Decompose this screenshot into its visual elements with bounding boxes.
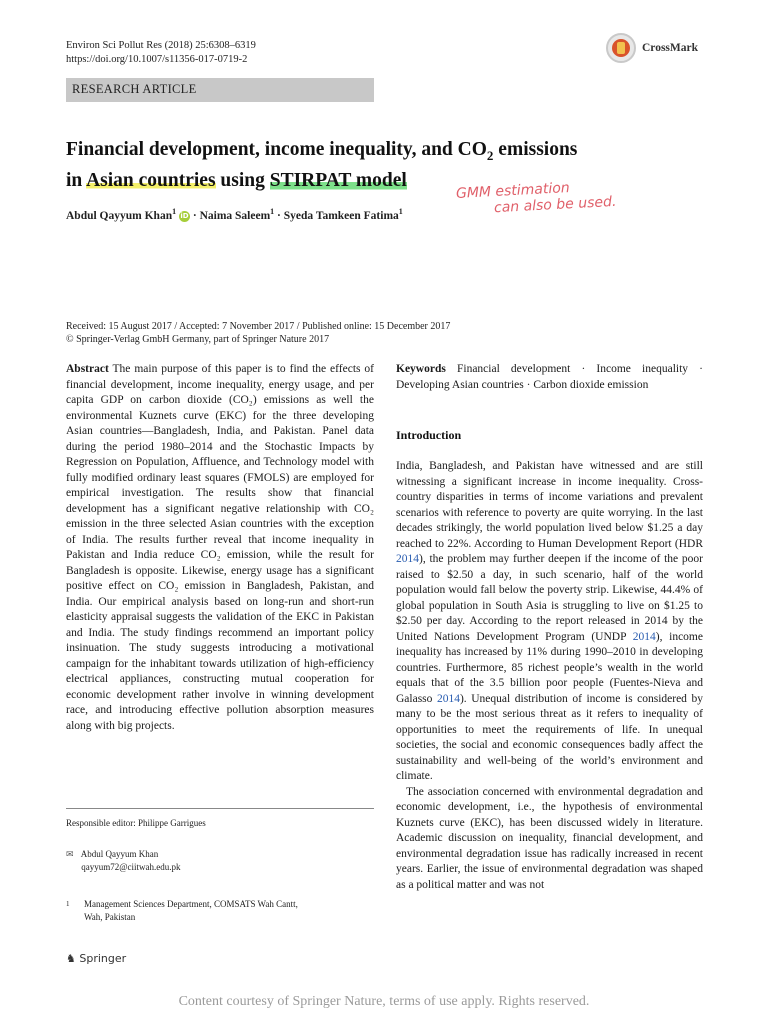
publisher-name: Springer — [79, 952, 127, 965]
title-line1-prefix: Financial development, income inequality, and CO — [66, 139, 487, 160]
author-affiliation-mark: 1 — [270, 207, 275, 216]
affiliation-footnote — [66, 898, 298, 924]
keywords-label: Keywords — [396, 363, 446, 375]
affiliation-number: 1 — [66, 900, 70, 908]
springer-horse-icon: ♞ — [66, 952, 76, 965]
responsible-editor: Responsible editor: Philippe Garrigues — [66, 818, 206, 828]
affiliation-line1: Management Sciences Department, COMSATS Wah Cantt, — [84, 899, 298, 909]
abstract-label: Abstract — [66, 363, 109, 375]
intro-text: ), the problem may further deepen if the income of the poor raised to $2.50 a day, in such scenario, half of the world population would fall below the poverty strip. Likewise, 44.4% of global population in South Asia is struggling to live on $1.25 to $2.50 per day. According to the report released in 2014 by the United Nations Development Program (UNDP — [396, 553, 703, 643]
highlight-asian-countries: Asian countries — [86, 169, 216, 191]
publication-dates: Received: 15 August 2017 / Accepted: 7 November 2017 / Published online: 15 December 2017 — [66, 321, 451, 332]
publisher-logo — [66, 952, 126, 965]
author-separator: · — [274, 209, 284, 222]
journal-citation: Environ Sci Pollut Res (2018) 25:6308–6319 — [66, 40, 256, 51]
doi-link[interactable]: https://doi.org/10.1007/s11356-017-0719-2 — [66, 54, 248, 65]
orcid-icon[interactable]: iD — [180, 211, 189, 220]
corresponding-author — [66, 848, 181, 874]
author-name[interactable]: Abdul Qayyum Khan — [66, 209, 173, 222]
author-list — [66, 207, 403, 222]
title-line1-suffix: emissions — [493, 139, 578, 160]
author-affiliation-mark: 1 — [172, 207, 177, 216]
intro-text: ). Unequal distribution of income is considered by many to be the most serious threat as it refers to inequality of opportunities to meet the requirements of life. In unequal societies, the social and economic consequences badly affect the sustainability and well-being of the world’s environment and climate. — [396, 692, 703, 782]
crossmark-label: CrossMark — [642, 42, 699, 54]
contact-name: Abdul Qayyum Khan — [80, 849, 159, 859]
intro-text: ), income inequality has increased by 11% during 1990–2010 in developing countries. Furthermore, 85 richest people’s wealth in the world equals that of the 3.5 billion poor people (Fuentes-Nieva and Galasso — [396, 630, 703, 705]
abstract-text: The main purpose of this paper is to find the effects of financial development, income inequality, energy usage, and per capita GDP on carbon dioxide (CO₂) emissions as well the environmental Kuznets curve (EKC) for the three developing Asian countries—Bangladesh, India, and Pakistan. Panel data during the period 1980–2014 and the Stochastic Impacts by Regression on Population, Affluence, and Technology model with fully modified ordinary least squares (FMOLS) are employed for empirical investigation. The results show that financial development has a significant negative relationship with CO₂ emission in the three selected Asian countries with the exception of India. The results further reveal that income inequality in Pakistan and India reduce CO₂ emission, while the result for Bangladesh is opposite. Likewise, energy usage has a significant positive effect on CO₂ emission in Bangladesh, Pakistan, and India. Our empirical analysis based on long-run and short-run elasticity appraisal suggests the validation of the EKC in Pakistan and India. The study findings recommend an important policy insinuation. The study suggests introducing a motivational campaign for the inhabitant towards utilization of high-efficiency electrical appliances, constructing mutual cooperation for economic development rather involve in winning development race, and introducing effective pollution absorption measures along with big projects. — [66, 363, 374, 732]
envelope-icon: ✉ — [66, 849, 74, 859]
introduction-heading: Introduction — [396, 428, 462, 442]
handwritten-annotation-line2: can also be used. — [493, 193, 617, 217]
keywords-text: Financial development · Income inequality · Developing Asian countries · Carbon dioxide emission — [396, 363, 703, 391]
copyright-notice: © Springer-Verlag GmbH Germany, part of Springer Nature 2017 — [66, 334, 330, 345]
crossmark-icon — [606, 33, 636, 63]
citation-link[interactable]: 2014 — [632, 630, 656, 643]
rights-footer: Content courtesy of Springer Nature, terms of use apply. Rights reserved. — [178, 994, 590, 1009]
author-name[interactable]: Syeda Tamkeen Fatima — [283, 209, 399, 222]
introduction-body — [396, 459, 703, 893]
title-line2-mid: using — [215, 169, 270, 191]
crossmark-badge[interactable] — [606, 30, 716, 66]
title-subscript: 2 — [486, 147, 494, 163]
citation-link[interactable]: 2014 — [436, 692, 460, 705]
intro-paragraph-1 — [396, 459, 703, 785]
affiliation-line2: Wah, Pakistan — [84, 912, 136, 922]
abstract-section — [66, 362, 374, 734]
footnote-divider — [66, 808, 374, 809]
author-separator: · — [189, 209, 200, 222]
intro-text: India, Bangladesh, and Pakistan have witnessed and are still witnessing a significant increase in income inequality. Cross-country disparities in terms of income variations and prevalent scenarios with reference to poverty are quite worrying. In the last decades strikingly, the world population lived below $1.25 a day reached to 22%. According to Human Development Report (HDR — [396, 460, 703, 550]
handwritten-annotation-line1: GMM estimation — [455, 180, 571, 202]
author-affiliation-mark: 1 — [398, 207, 403, 216]
contact-email[interactable]: qayyum72@ciitwah.edu.pk — [81, 862, 181, 872]
highlight-stirpat-model: STIRPAT model — [269, 169, 407, 191]
intro-paragraph-2: The association concerned with environmental degradation and economic development, i.e., the hypothesis of environmental Kuznets curve (EKC), has been discussed widely in literature. Academic discussion on inequality, financial development, and environmental degradation issue has radically increased in recent years. Earlier, the issue of environmental degradation was shaped as a political matter and was not — [396, 785, 703, 891]
paper-title — [66, 137, 706, 193]
author-name[interactable]: Naima Saleem — [199, 209, 271, 222]
citation-link[interactable]: 2014 — [396, 553, 419, 565]
keywords-section — [396, 362, 703, 393]
title-line2-prefix: in — [66, 169, 87, 191]
article-type-label: RESEARCH ARTICLE — [72, 82, 197, 96]
